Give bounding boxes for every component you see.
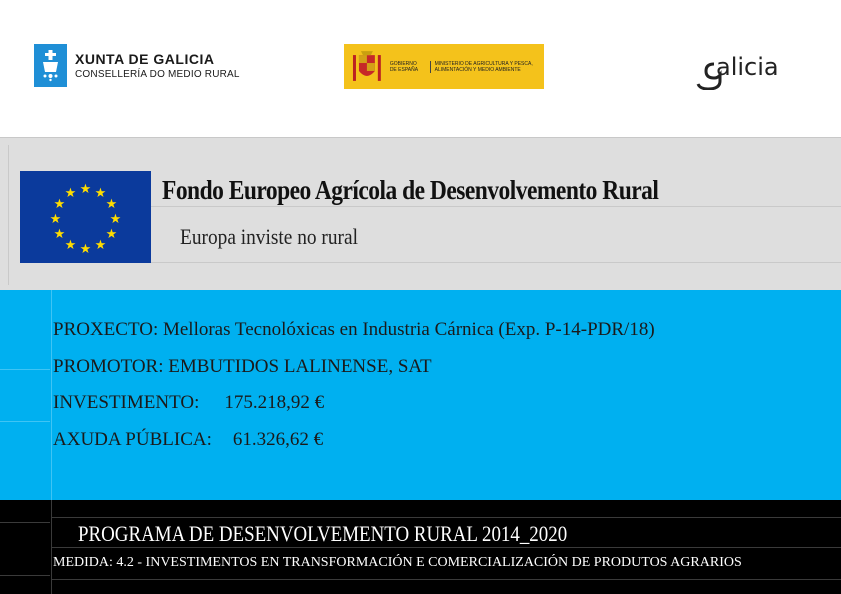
divider bbox=[151, 262, 841, 263]
xunta-title: XUNTA DE GALICIA bbox=[75, 50, 215, 67]
axuda-value: 61.326,62 € bbox=[232, 429, 324, 450]
svg-text:alicia: alicia bbox=[716, 53, 779, 81]
divider bbox=[8, 145, 9, 285]
svg-text:★: ★ bbox=[49, 212, 62, 227]
ministerio-label: MINISTERIO DE AGRICULTURA Y PESCA, ALIMENTACIÓN Y MEDIO AMBIENTE bbox=[430, 61, 544, 73]
gobierno-label: GOBIERNO DE ESPAÑA bbox=[389, 60, 419, 73]
galicia-brand-logo bbox=[694, 46, 804, 90]
svg-text:★: ★ bbox=[53, 227, 66, 242]
xunta-de-galicia-logo bbox=[34, 44, 240, 87]
investimento-value: 175.218,92 € bbox=[224, 392, 325, 413]
fund-slogan: Europa inviste no rural bbox=[180, 224, 358, 249]
divider bbox=[52, 547, 841, 548]
divider bbox=[0, 421, 50, 422]
svg-text:★: ★ bbox=[64, 186, 77, 201]
svg-text:★: ★ bbox=[94, 186, 107, 201]
svg-text:★: ★ bbox=[105, 227, 118, 242]
proxecto-line: PROXECTO: Melloras Tecnolóxicas en Industria Cárnica (Exp. P-14-PDR/18) bbox=[53, 319, 655, 340]
promotor-line: PROMOTOR: EMBUTIDOS LALINENSE, SAT bbox=[53, 356, 432, 377]
divider bbox=[0, 522, 50, 523]
divider bbox=[51, 500, 52, 594]
axuda-line bbox=[53, 429, 323, 451]
divider bbox=[0, 575, 50, 576]
investimento-label: INVESTIMENTO: bbox=[53, 392, 200, 413]
svg-text:★: ★ bbox=[109, 212, 122, 227]
eu-flag-icon bbox=[20, 171, 151, 263]
divider bbox=[52, 517, 841, 518]
divider bbox=[52, 579, 841, 580]
svg-text:★: ★ bbox=[53, 197, 66, 212]
divider bbox=[0, 369, 50, 370]
gobierno-espana-logo bbox=[344, 44, 544, 89]
fund-title: Fondo Europeo Agrícola de Desenvolvemento Rural bbox=[162, 175, 659, 205]
divider bbox=[151, 206, 841, 207]
axuda-label: AXUDA PÚBLICA: bbox=[53, 429, 212, 450]
spain-coat-of-arms-icon bbox=[350, 49, 384, 85]
svg-text:★: ★ bbox=[94, 238, 107, 253]
programa-title: PROGRAMA DE DESENVOLVEMENTO RURAL 2014_2020 bbox=[78, 521, 568, 546]
svg-text:★: ★ bbox=[64, 238, 77, 253]
svg-text:★: ★ bbox=[79, 242, 92, 257]
svg-text:★: ★ bbox=[79, 182, 92, 197]
xunta-subtitle: CONSELLERÍA DO MEDIO RURAL bbox=[75, 68, 240, 80]
xunta-emblem-icon bbox=[34, 44, 67, 87]
divider bbox=[51, 290, 52, 500]
investimento-line bbox=[53, 392, 324, 414]
medida-line: MEDIDA: 4.2 - INVESTIMENTOS EN TRANSFORMACIÓN E COMERCIALIZACIÓN DE PRODUTOS AGRARIOS bbox=[53, 555, 742, 570]
logo-header bbox=[0, 0, 841, 137]
svg-text:★: ★ bbox=[105, 197, 118, 212]
